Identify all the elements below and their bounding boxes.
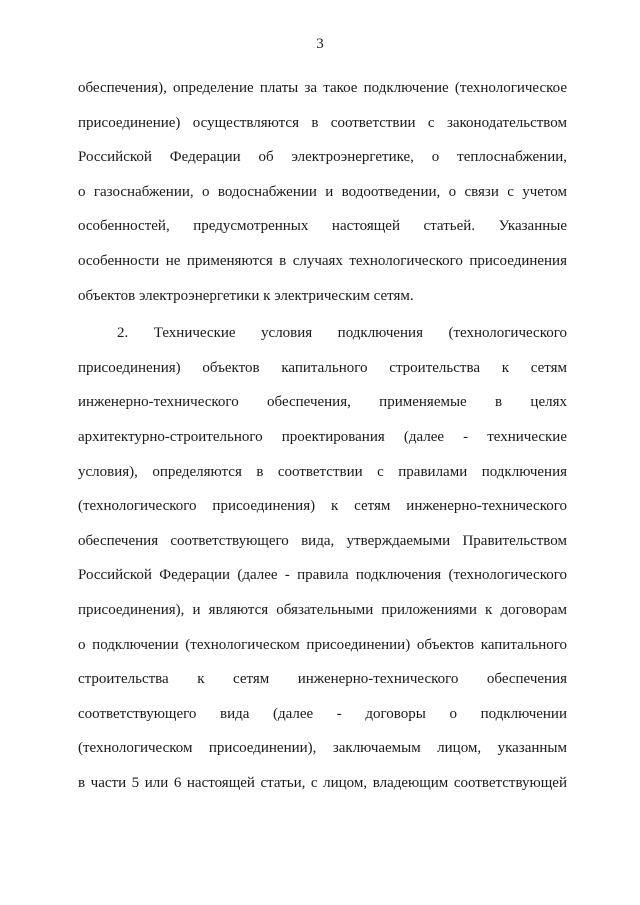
text-line: присоединение) осуществляются в соответствии с законодательством	[78, 114, 567, 131]
text-line: обеспечения), определение платы за такое подключение (технологическое	[78, 80, 567, 96]
text-line: особенностей, предусмотренных настоящей статьей. Указанные	[78, 218, 567, 235]
text-line: строительства к сетям инженерно-технического обеспечения	[78, 671, 567, 688]
page-number: 3	[316, 36, 324, 52]
text-line: в части 5 или 6 настоящей статьи, с лицом, владеющим соответствующей	[78, 774, 567, 791]
text-line: Российской Федерации (далее - правила подключения (технологического	[78, 567, 567, 584]
text-line: присоединения), и являются обязательными приложениями к договорам	[78, 601, 567, 618]
text-line: (технологического присоединения) к сетям инженерно-технического	[78, 498, 567, 515]
text-line: 2. Технические условия подключения (технологического	[117, 325, 567, 342]
text-line: соответствующего вида (далее - договоры о подключении	[78, 705, 567, 722]
text-line: (технологическом присоединении), заключаемым лицом, указанным	[78, 740, 567, 757]
text-line: условия), определяются в соответствии с правилами подключения	[78, 463, 567, 480]
text-line: обеспечения соответствующего вида, утверждаемыми Правительством	[78, 532, 567, 549]
text-line: о подключении (технологическом присоединении) объектов капитального	[78, 636, 567, 653]
text-line: присоединения) объектов капитального строительства к сетям	[78, 359, 567, 376]
text-line: особенности не применяются в случаях технологического присоединения	[78, 252, 567, 269]
text-line: о газоснабжении, о водоснабжении и водоотведении, о связи с учетом	[78, 183, 567, 200]
text-line: архитектурно-строительного проектирования (далее - технические	[78, 428, 567, 445]
paragraph-1	[78, 76, 567, 318]
paragraph-2	[78, 321, 567, 805]
document-body	[78, 76, 567, 805]
text-line: Российской Федерации об электроэнергетике, о теплоснабжении,	[78, 149, 567, 166]
text-line: объектов электроэнергетики к электрическим сетям.	[78, 287, 414, 304]
text-line: инженерно-технического обеспечения, применяемые в целях	[78, 394, 567, 411]
